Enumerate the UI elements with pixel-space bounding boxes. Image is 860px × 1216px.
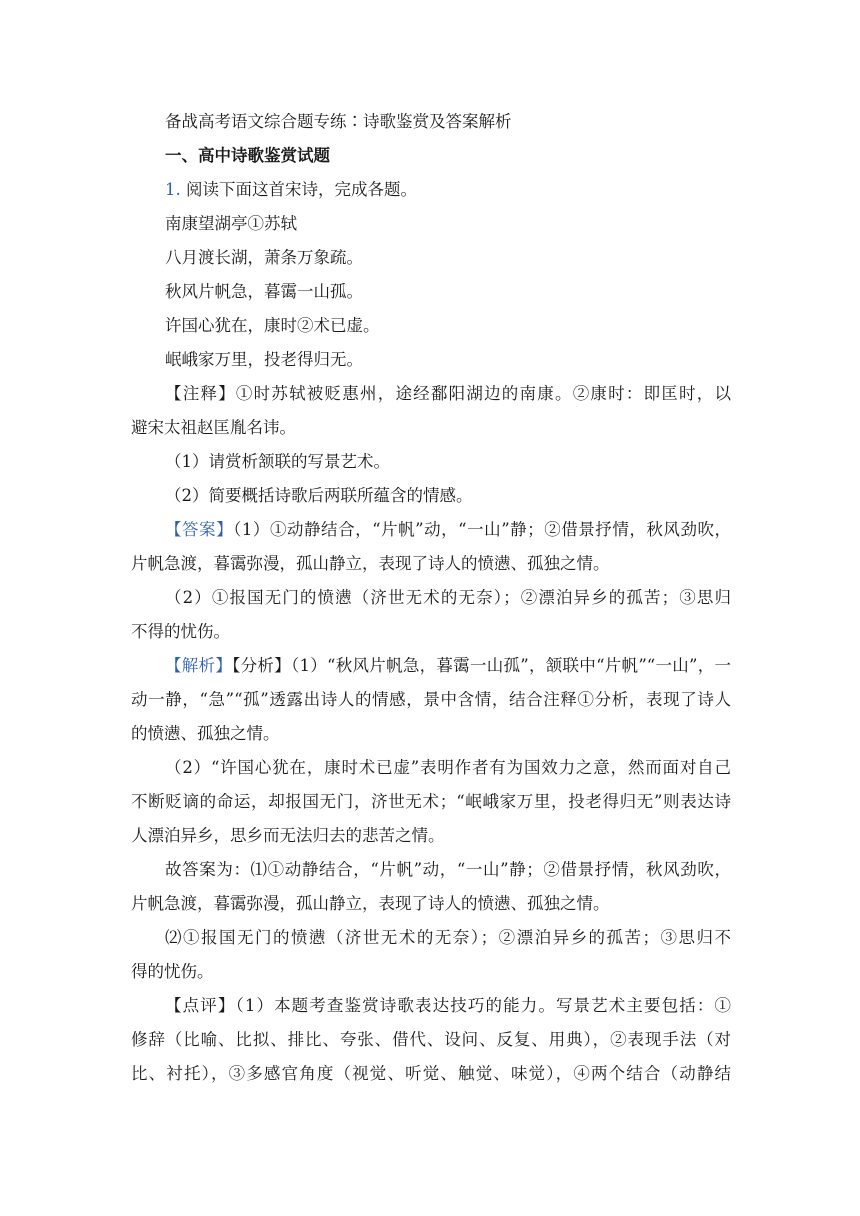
poem-line: 岷峨家万里，投老得归无。 xyxy=(165,350,363,369)
conclusion-line: 故答案为：⑴①动静结合，“片帆”动，“一山”静；②借景抒情，秋风劲吹， xyxy=(165,860,731,879)
analysis-label: 【解析】 xyxy=(165,656,233,675)
analysis-text: （1）“秋风片帆急，暮霭一山孤”，颔联中“片帆”“一山”，一 xyxy=(290,656,732,675)
analysis-line-2: 动一静，“急”“孤”透露出诗人的情感，景中含情，结合注释①分析，表现了诗人 xyxy=(131,690,731,709)
answer-line-2: 片帆急渡，暮霭弥漫，孤山静立，表现了诗人的愤懑、孤独之情。 xyxy=(131,554,610,573)
analysis-line xyxy=(165,649,731,683)
answer-text: （1）①动静结合，“片帆”动，“一山”静；②借景抒情，秋风劲吹， xyxy=(233,520,731,539)
sub-question-2: （2）简要概括诗歌后两联所蕴含的情感。 xyxy=(165,486,473,505)
question-number: 1. xyxy=(165,180,181,199)
annotation-text: ①时苏轼被贬惠州，途经鄱阳湖边的南康。②康时：即匡时，以 xyxy=(235,384,732,403)
analysis-line-5: 不断贬谪的命运，却报国无门，济世无术；“岷峨家万里，投老得归无”则表达诗 xyxy=(131,792,731,811)
comment-label: 【点评】 xyxy=(165,996,236,1015)
poem-line: 秋风片帆急，暮霭一山孤。 xyxy=(165,282,363,301)
comment-line xyxy=(165,989,731,1023)
answer-line-4: 不得的忧伤。 xyxy=(131,622,230,641)
comment-line-3: 比、衬托），③多感官角度（视觉、听觉、触觉、味觉），④两个结合（动静结 xyxy=(131,1064,731,1083)
section-heading: 一、高中诗歌鉴赏试题 xyxy=(165,146,330,165)
answer-label: 【答案】 xyxy=(165,520,234,539)
poem-line: 许国心犹在，康时②术已虚。 xyxy=(165,316,380,335)
question-intro: 阅读下面这首宋诗，完成各题。 xyxy=(186,180,417,199)
analysis-line-3: 的愤懑、孤独之情。 xyxy=(131,724,280,743)
document-title: 备战高考语文综合题专练∶诗歌鉴赏及答案解析 xyxy=(165,112,512,131)
conclusion-line-4: 得的忧伤。 xyxy=(131,962,214,981)
annotation-line-2: 避宋太祖赵匡胤名讳。 xyxy=(131,418,296,437)
sub-question-1: （1）请赏析颔联的写景艺术。 xyxy=(165,452,390,471)
fenxi-label: 【分析】 xyxy=(232,656,291,675)
poem-line: 八月渡长湖，萧条万象疏。 xyxy=(165,248,363,267)
answer-line-3: （2）①报国无门的愤懑（济世无术的无奈）；②漂泊异乡的孤苦；③思归 xyxy=(165,588,731,607)
analysis-line-6: 人漂泊异乡，思乡而无法归去的悲苦之情。 xyxy=(131,826,445,845)
annotation-label: 【注释】 xyxy=(165,384,236,403)
annotation-line xyxy=(165,377,731,411)
conclusion-line-2: 片帆急渡，暮霭弥漫，孤山静立，表现了诗人的愤懑、孤独之情。 xyxy=(131,894,610,913)
conclusion-line-3: ⑵①报国无门的愤懑（济世无术的无奈）；②漂泊异乡的孤苦；③思归不 xyxy=(165,928,731,947)
analysis-line-4: （2）“许国心犹在，康时术已虚”表明作者有为国效力之意，然而面对自己 xyxy=(165,758,731,777)
comment-text: （1）本题考查鉴赏诗歌表达技巧的能力。写景艺术主要包括：① xyxy=(235,996,731,1015)
answer-line xyxy=(165,513,731,547)
question-line xyxy=(165,173,731,207)
comment-line-2: 修辞（比喻、比拟、排比、夸张、借代、设问、反复、用典），②表现手法（对 xyxy=(131,1030,731,1049)
poem-title: 南康望湖亭①苏轼 xyxy=(165,214,297,233)
